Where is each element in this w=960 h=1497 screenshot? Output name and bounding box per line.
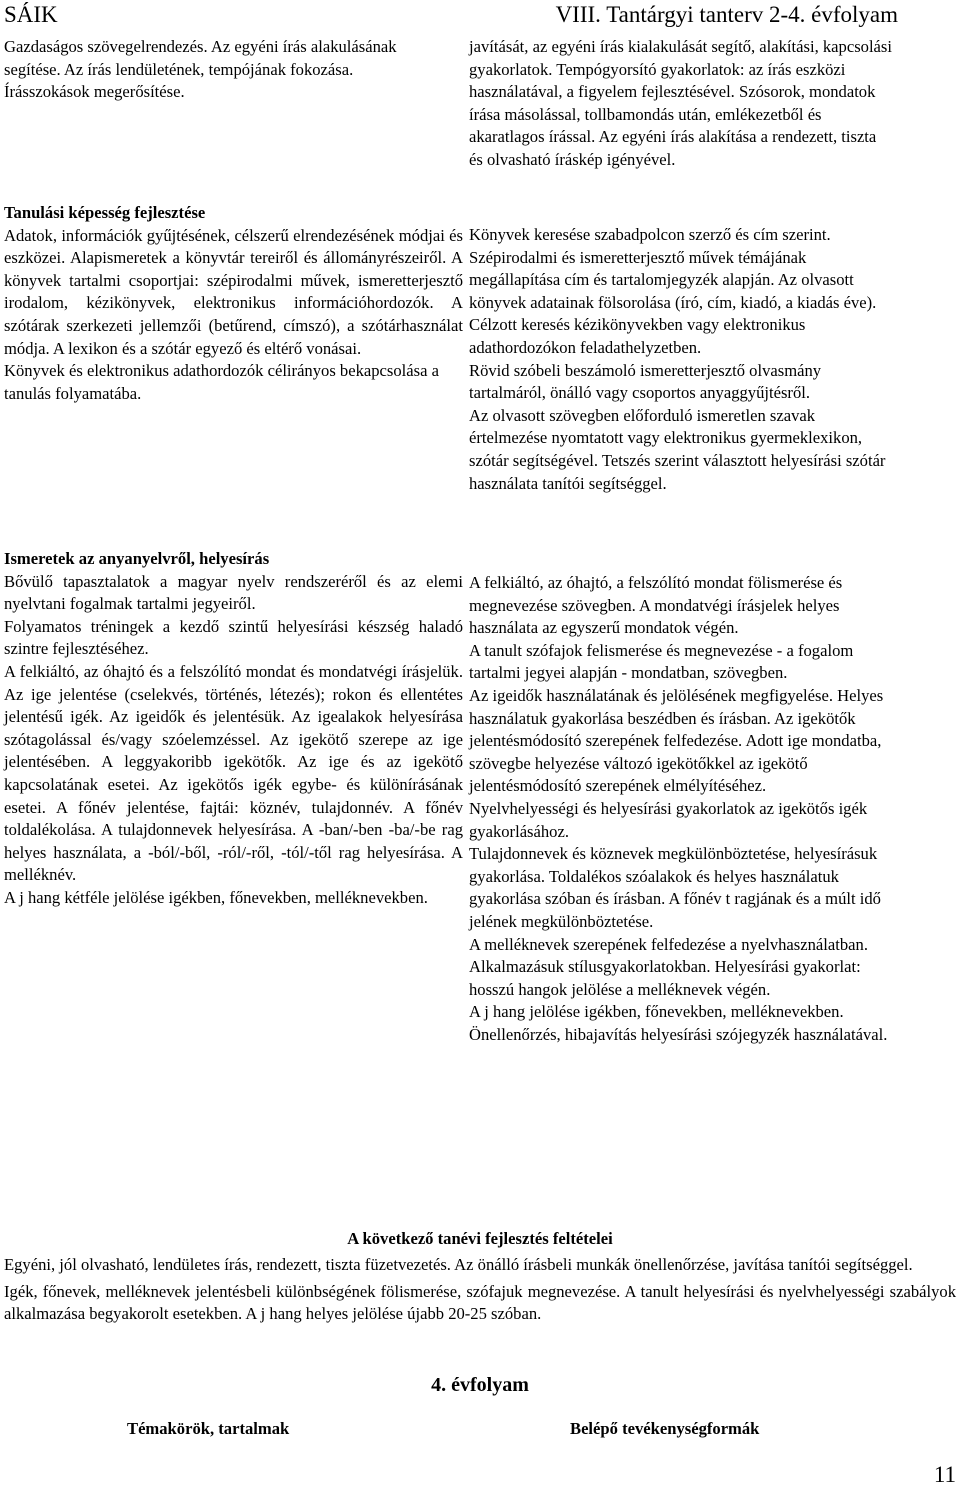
left-block-3 bbox=[4, 548, 463, 910]
left-block3-heading: Ismeretek az anyanyelvről, helyesírás bbox=[4, 549, 270, 568]
right-block2-p1: Könyvek keresése szabadpolcon szerző és cím szerint. Szépirodalmi és ismeretterjesztő művek témájának megállapítása cím és tartalomjegyzék alapján. Az olvasott könyvek adatainak fölsorolása (író, cím, kiadó, a kiadás éve). Célzott keresés kézikönyvekben vagy elektronikus adathordozókon feladathelyzetben. bbox=[469, 225, 877, 357]
left-block3-p1: Bővülő tapasztalatok a magyar nyelv rendszeréről és az elemi nyelvtani fogalmak tartalmi jegyeiről. bbox=[4, 571, 463, 614]
next-year-p1: Egyéni, jól olvasható, lendületes írás, rendezett, tiszta füzetvezetés. Az önálló írásbeli munkák önellenőrzése, javítása tanítói segítséggel. bbox=[4, 1255, 913, 1274]
page-header bbox=[4, 2, 956, 32]
next-year-title: A következő tanévi fejlesztés feltételei bbox=[347, 1229, 613, 1248]
right-block-2 bbox=[469, 224, 894, 495]
right-block3-p5: Tulajdonnevek és köznevek megkülönböztetése, helyesírásuk gyakorlása. Toldalékos szóalakok és helyes használatuk gyakorlása szóban és írásban. A főnév t ragjának és a múlt idő jelének megkülönböztetése. bbox=[469, 844, 881, 931]
left-block1-text: Gazdaságos szövegelrendezés. Az egyéni írás alakulásának segítése. Az írás lendületének, tempójának fokozása. Írásszokások megerősítése. bbox=[4, 37, 397, 102]
next-year-body bbox=[4, 1254, 956, 1326]
left-block-2 bbox=[4, 202, 463, 405]
next-year-p2: Igék, főnevek, melléknevek jelentésbeli különbségének fölismerése, szófajuk megnevezése. A tanult helyesírási és nyelvhelyességi szabályok alkalmazása begyakorolt esetekben. A j hang helyes jelölése újabb 20-25 szóban. bbox=[4, 1281, 956, 1324]
header-right: VIII. Tantárgyi tanterv 2-4. évfolyam bbox=[555, 2, 898, 27]
grade-title: 4. évfolyam bbox=[431, 1374, 529, 1396]
left-block3-p2: Folyamatos tréningek a kezdő szintű helyesírási készség haladó szintre fejlesztéséhez. bbox=[4, 616, 463, 659]
right-block2-p3: Az olvasott szövegben előforduló ismeretlen szavak értelmezése nyomtatott vagy elektronikus gyermeklexikon, szótár segítségével. Tetszés szerint választott helyesírási szótár használata tanítói segítséggel. bbox=[469, 405, 886, 493]
right-block3-p3: Az igeidők használatának és jelölésének megfigyelése. Helyes használatuk gyakorlása beszédben és írásban. Az igekötők jelentésmódosító szerepének felfedezése. Adott ige mondatba, szövegbe helyezése változó igekötőkkel az igekötő jelentésmódosító szerepének elmélyítéséhez. bbox=[469, 685, 884, 796]
right-block1-text: javítását, az egyéni írás kialakulását segítő, alakítási, kapcsolási gyakorlatok. Tempógyorsító gyakorlatok: az írás eszközi használatával, a figyelem fejlesztésével. Szósorok, mondatok írása másolással, tollbamondás után, emlékezetből és akaratlagos írással. Az egyéni írás alakítása a rendezett, tiszta és olvasható íráskép igényével. bbox=[469, 37, 892, 169]
left-block2-text: Adatok, információk gyűjtésének, célszerű elrendezésének módjai és eszközei. Alapismeretek a könyvtár tereiről és állományrészeiről. A könyvek tartalmi csoportjai: szépirodalmi művek, ismeretterjesztő irodalom, kézikönyvek, elektronikus információhordozók. A szótárak szerkezeti jellemzői (betűrend, címszó), a szótárhasználat módja. A lexikon és a szótár egyező és eltérő vonásai. bbox=[4, 225, 463, 358]
right-block3-p7: Alkalmazásuk stílusgyakorlatokban. Helyesírási gyakorlat: hosszú hangok jelölése a melléknevek végén. bbox=[469, 957, 861, 999]
right-block3-p4: Nyelvhelyességi és helyesírási gyakorlatok az igekötős igék gyakorlásához. bbox=[469, 798, 868, 841]
left-block-1 bbox=[4, 36, 463, 104]
right-block2-p2: Rövid szóbeli beszámoló ismeretterjesztő olvasmány tartalmáról, önálló vagy csoportos anyaggyűjtésről. bbox=[469, 360, 822, 403]
header-left: SÁIK bbox=[4, 2, 58, 27]
grade-col-right-heading: Belépő tevékenységformák bbox=[570, 1419, 760, 1438]
left-block3-p3: A felkiáltó, az óhajtó és a felszólító mondat és mondatvégi írásjelük. Az ige jelentése (cselekvés, történés, létezés); rokon és ellentétes jelentésű igék. Az igeidők és jelentésük. Az igealakok helyesírása szótagolással és/vagy szóelemzéssel. Az igekötő szerepe az ige jelentésében. A leggyakoribb igekötők. Az ige és az igekötő kapcsolatának esetei. Az igekötős igék egybe- és különírásának esetei. A főnév jelentése, fajtái: köznév, tulajdonnév. A főnév toldalékolása. A tulajdonnevek helyesírása. A -ban/-ben -ba/-be rag helyes használata, a -ból/-ből, -ról/-ről, -tól/-től rag helyesírása. A melléknév. bbox=[4, 661, 463, 885]
right-block3-p8: A j hang jelölése igékben, főnevekben, melléknevekben. bbox=[469, 1002, 844, 1022]
right-block-1 bbox=[469, 36, 894, 172]
right-block3-p9: Önellenőrzés, hibajavítás helyesírási szójegyzék használatával. bbox=[469, 1024, 888, 1044]
grade-col-left-heading: Témakörök, tartalmak bbox=[127, 1419, 290, 1438]
right-block3-p6: A melléknevek szerepének felfedezése a nyelvhasználatban. bbox=[469, 934, 868, 954]
right-block3-p1: A felkiáltó, az óhajtó, a felszólító mondat fölismerése és megnevezése szövegben. A mondatvégi írásjelek helyes használata az egyszerű mondatok végén. bbox=[469, 573, 843, 638]
page-number: 11 bbox=[933, 1462, 956, 1487]
left-block3-p4: A j hang kétféle jelölése igékben, főnevekben, melléknevekben. bbox=[4, 887, 428, 907]
right-block-3 bbox=[469, 572, 894, 1046]
right-block3-p2: A tanult szófajok felismerése és megnevezése - a fogalom tartalmi jegyei alapján - mondatban, szövegben. bbox=[469, 640, 854, 683]
left-block2-text2: Könyvek és elektronikus adathordozók célirányos bekapcsolása a tanulás folyamatába. bbox=[4, 361, 439, 403]
left-block2-heading: Tanulási képesség fejlesztése bbox=[4, 203, 206, 222]
